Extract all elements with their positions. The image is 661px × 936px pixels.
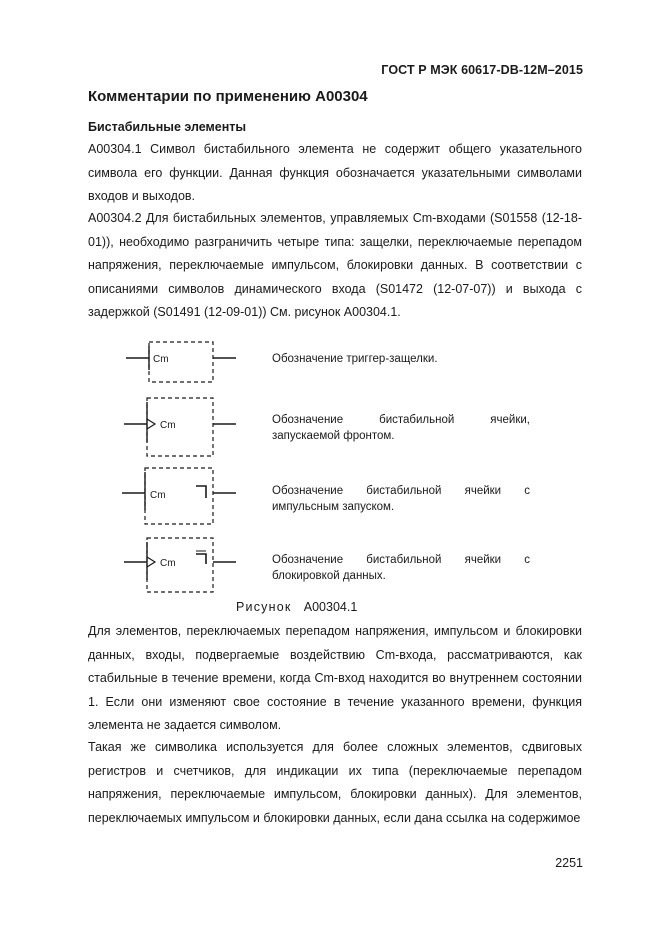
paragraph-text-span: A00304.2 Для бистабильных элементов, управляемых Cm-входами (S01558 (12-18-01)), необходимо разграничить четыре типа: защелки, переключаемые перепадом напряжения, переключаемые импульсом, блокировки данных. В соответствии с описаниями символов динамического входа (S01472 (12-07-07)) и выхода с задержкой (S01491 (12-09-01)) См. рисунок A00304.1. <box>88 211 582 319</box>
document-header: ГОСТ Р МЭК 60617-DB-12M–2015 <box>381 63 583 77</box>
caption-id: A00304.1 <box>303 600 358 614</box>
figure-desc-latch <box>272 351 530 367</box>
desc-line: Обозначение бистабильной ячейки с <box>272 554 530 566</box>
desc-line: Обозначение бистабильной ячейки с <box>272 485 530 497</box>
figure-desc-pulse <box>272 483 530 515</box>
figure-desc-edge <box>272 412 530 444</box>
paragraph-text <box>88 620 582 738</box>
paragraph-text <box>88 207 582 325</box>
paragraph-a00304-1 <box>88 138 582 209</box>
data-lockout-symbol <box>124 538 236 592</box>
page-number: 2251 <box>555 856 583 870</box>
section-title: Комментарии по применению A00304 <box>88 88 368 105</box>
paragraph-text-span: Такая же символика используется для более сложных элементов, сдвиговых регистров и счетчиков, для индикации их типа (переключаемые перепадом напряжения, переключаемые импульсом, блокировки данных). Для элементов, переключаемых импульсом и блокировки данных, если дана ссылка на содержимое <box>88 740 582 825</box>
cm-label-3: Cm <box>150 490 166 501</box>
paragraph-text <box>88 138 582 209</box>
edge-triggered-symbol <box>124 398 236 456</box>
paragraph-4 <box>88 736 582 830</box>
desc-line-2: запускаемой фронтом. <box>272 430 395 442</box>
pulse-triggered-symbol <box>122 468 236 524</box>
paragraph-text-span: Для элементов, переключаемых перепадом напряжения, импульсом и блокировки данных, входы, подвергаемые воздействию Cm-входа, рассматриваются, как стабильные в течение времени, когда Cm-вход находится во внутреннем состоянии 1. Если они изменяют свое состояние в течение указанного времени, функция элемента не задается символом. <box>88 624 582 732</box>
cm-label-1: Cm <box>153 354 169 365</box>
paragraph-a00304-2 <box>88 207 582 325</box>
figure-a00304-1 <box>110 336 590 596</box>
paragraph-3 <box>88 620 582 738</box>
desc-line: Обозначение бистабильной ячейки, <box>272 414 530 426</box>
latch-symbol <box>126 342 236 382</box>
desc-line-2: блокировкой данных. <box>272 570 386 582</box>
caption-word: Рисунок <box>236 600 292 614</box>
subsection-title: Бистабильные элементы <box>88 120 247 134</box>
figure-caption <box>236 600 357 614</box>
cm-label-2: Cm <box>160 420 176 431</box>
paragraph-text-span: A00304.1 Символ бистабильного элемента не содержит общего указательного символа его функции. Данная функция обозначается указательными символами входов и выходов. <box>88 142 582 203</box>
figure-desc-lockout <box>272 552 530 584</box>
desc-line-2: импульсным запуском. <box>272 501 395 513</box>
cm-label-4: Cm <box>160 558 176 569</box>
paragraph-text <box>88 736 582 830</box>
desc-line: Обозначение триггер-защелки. <box>272 353 438 365</box>
